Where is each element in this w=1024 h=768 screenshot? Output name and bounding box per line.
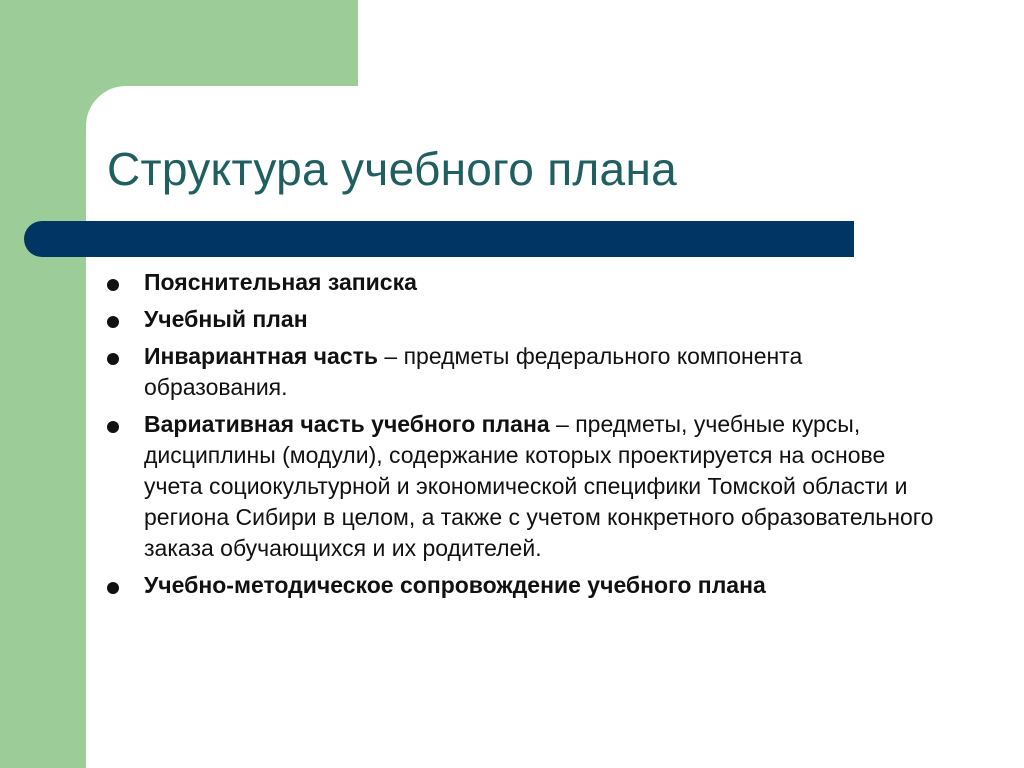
bullet-text: – предметы федерального компонента образования. — [144, 343, 803, 400]
bullet-bold-text: Учебный план — [144, 306, 308, 332]
title-underline-bar — [24, 221, 854, 257]
bullet-dot-icon — [107, 353, 119, 365]
bullet-text: – предметы, учебные курсы, дисциплины (модули), содержание которых проектируется на основе учета социокультурной и экономической специфики Томской области и региона Сибири в целом, а также с учетом конкретного образовательного заказа обучающихся и их родителей. — [144, 411, 934, 561]
bullet-dot-icon — [107, 421, 119, 433]
bullet-dot-icon — [107, 582, 119, 594]
bullet-bold-text: Пояснительная записка — [144, 269, 417, 295]
bullet-item-curriculum — [104, 304, 934, 335]
bullet-item-explanatory-note — [104, 267, 934, 298]
bullet-dot-icon — [107, 279, 119, 291]
bullet-list — [104, 267, 934, 607]
bullet-dot-icon — [107, 316, 119, 328]
bullet-bold-text: Вариативная часть учебного плана — [144, 411, 550, 437]
bullet-item-invariant-part — [104, 341, 934, 403]
bullet-bold-text: Инвариантная часть — [144, 343, 379, 369]
bullet-item-variable-part — [104, 409, 934, 564]
slide-title: Структура учебного плана — [107, 143, 678, 195]
bullet-bold-text: Учебно-методическое сопровождение учебного плана — [144, 572, 766, 598]
bullet-item-methodical-support — [104, 570, 934, 601]
